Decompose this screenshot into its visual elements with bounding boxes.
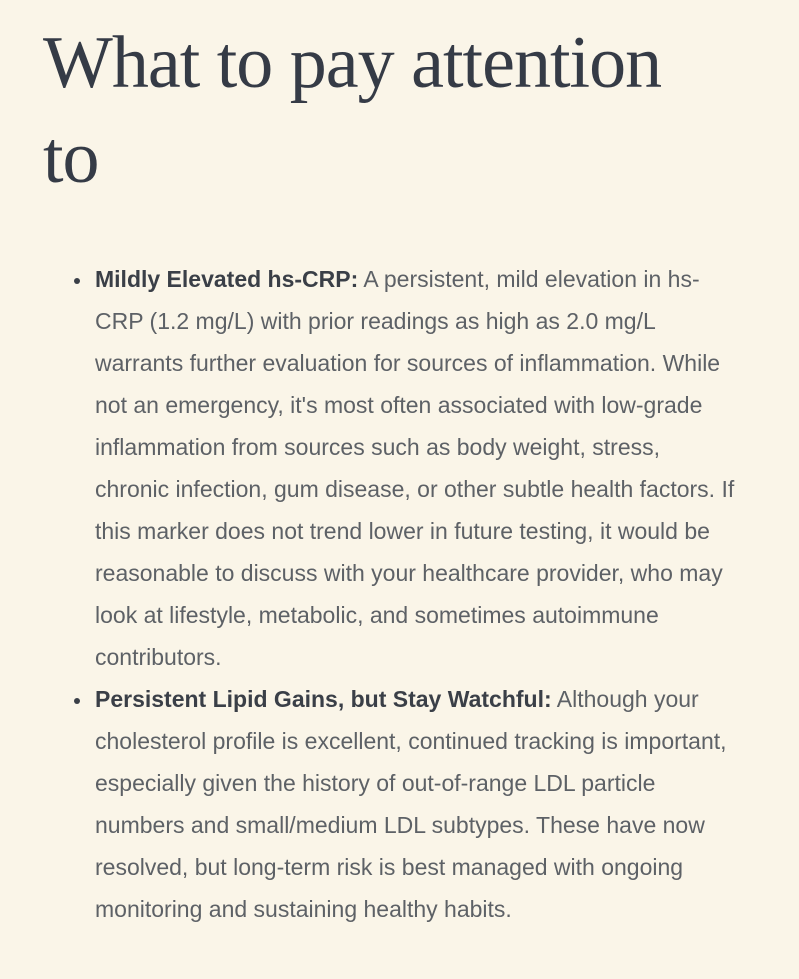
page-title: What to pay attention to — [43, 22, 662, 199]
bullet-label: Mildly Elevated hs-CRP: — [95, 266, 359, 292]
bullet-text: A persistent, mild elevation in hs-CRP (1.2 mg/L) with prior readings as high as 2.0 mg/L warrants further evaluation for sources of inflammation. While not an emergency, it's most often associated with low-grade inflammation from sources such as body weight, stress, chronic infection, gum disease, or other subtle health factors. If this marker does not trend lower in future testing, it would be reasonable to discuss with your healthcare provider, who may look at lifestyle, metabolic, and sometimes autoimmune contributors. — [95, 266, 735, 670]
bullet-label: Persistent Lipid Gains, but Stay Watchful: — [95, 686, 552, 712]
attention-points-list — [0, 258, 799, 930]
list-item — [93, 258, 735, 678]
bullet-text: Although your cholesterol profile is excellent, continued tracking is important, especially given the history of out-of-range LDL particle numbers and small/medium LDL subtypes. These have now resolved, but long-term risk is best managed with ongoing monitoring and sustaining healthy habits. — [95, 686, 727, 922]
list-item — [93, 678, 735, 930]
